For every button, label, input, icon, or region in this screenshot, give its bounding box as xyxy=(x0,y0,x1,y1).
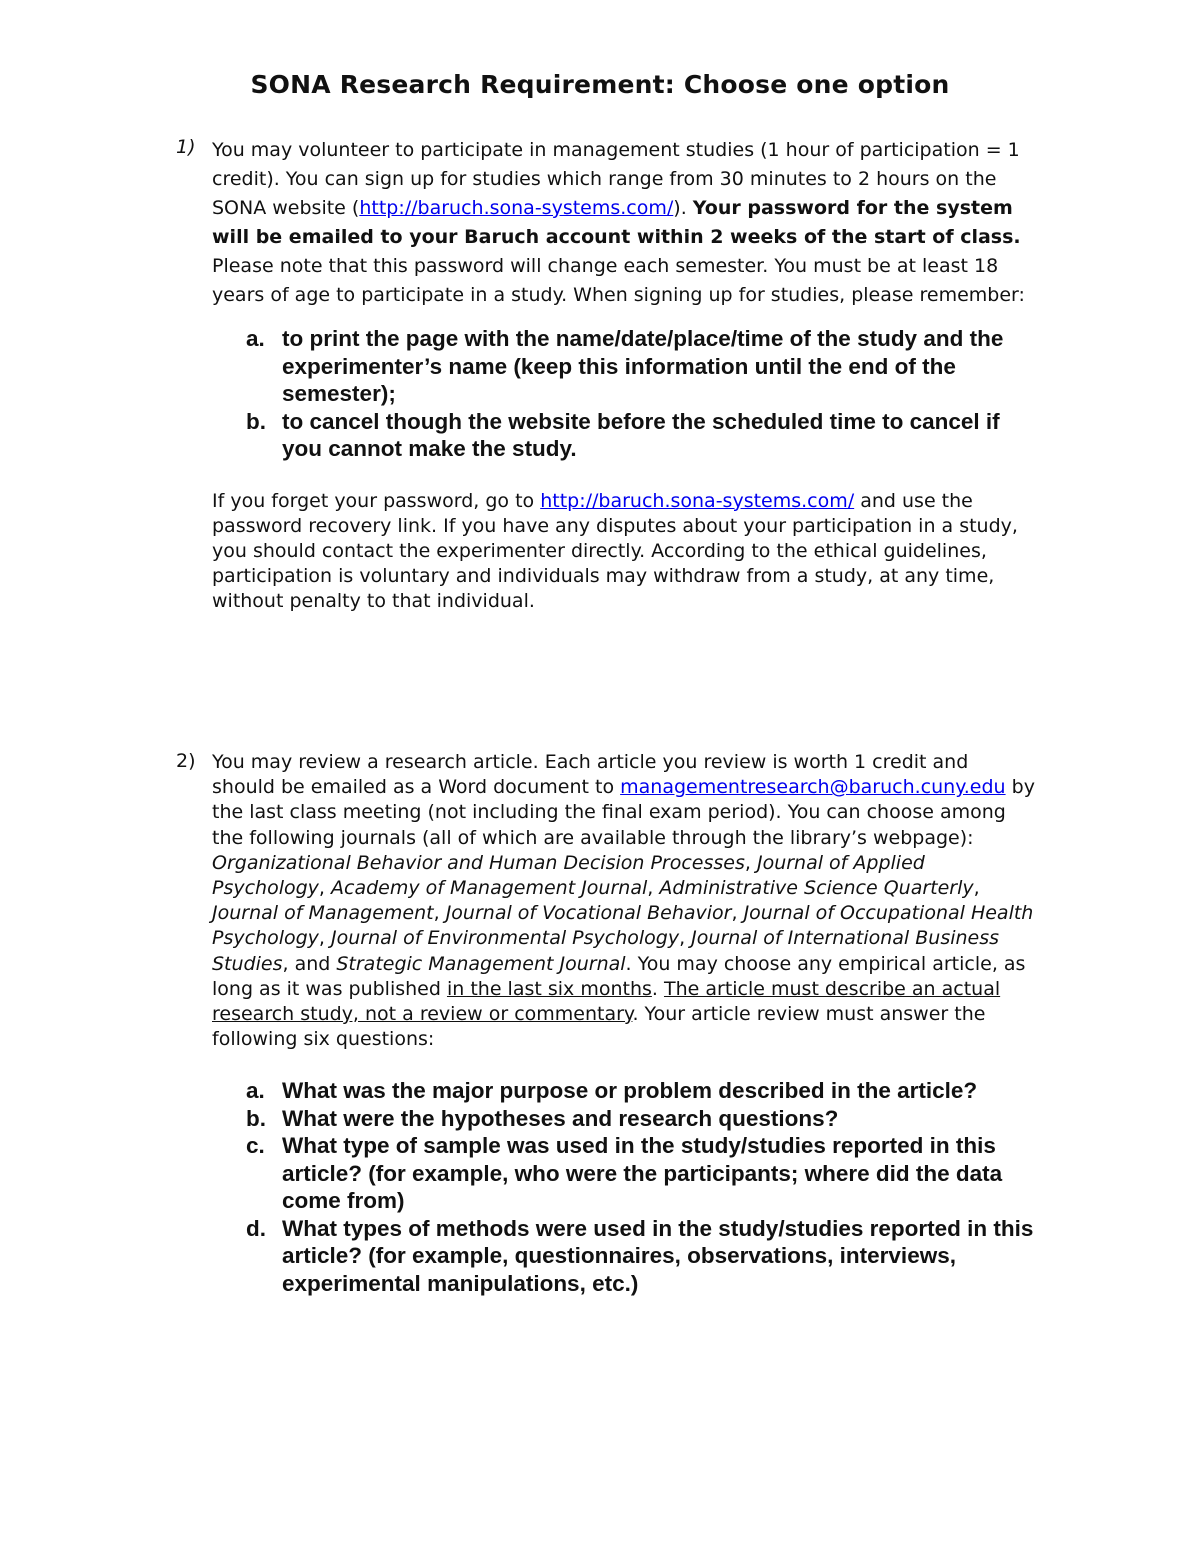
list-item: b. What were the hypotheses and research questions? xyxy=(246,1105,839,1131)
page-title: SONA Research Requirement: Choose one option xyxy=(250,70,950,99)
option-1 xyxy=(176,136,1036,615)
sona-website-link[interactable]: http://baruch.sona-systems.com/ xyxy=(359,197,674,219)
option-2-number: 2) xyxy=(176,750,196,772)
password-notice: Your password for the system will be emailed to your Baruch account within 2 weeks of the start of class. xyxy=(212,197,1021,248)
review-questions-list xyxy=(246,1077,1036,1297)
list-item: b. to cancel though the website before the scheduled time to cancel if you cannot make the study. xyxy=(246,408,1000,461)
password-recovery-paragraph: If you forget your password, go to http://baruch.sona-systems.com/ and use the password recovery link. If you have any disputes about your participation in a study, you should contact the experimenter directly. According to the ethical guidelines, participation is voluntary and individuals may withdraw from a study, at any time, without penalty to that individual. xyxy=(212,489,1018,613)
option-2 xyxy=(176,750,1036,1297)
list-item: d. What types of methods were used in the study/studies reported in this article? (for example, questionnaires, observations, interviews, experimental manipulations, etc.) xyxy=(246,1215,1034,1296)
option-1-paragraph: You may volunteer to participate in management studies (1 hour of participation = 1 credit). You can sign up for studies which range from 30 minutes to 2 hours on the SONA website (http://baruch.sona-systems.com/). Your password for the system will be emailed to your Baruch account within 2 weeks of the start of class. Please note that this password will change each semester. You must be at least 18 years of age to participate in a study. When signing up for studies, please remember: xyxy=(212,139,1025,306)
sona-recovery-link[interactable]: http://baruch.sona-systems.com/ xyxy=(540,489,855,512)
list-item: c. What type of sample was used in the study/studies reported in this article? (for example, who were the participants; where did the data come from) xyxy=(246,1133,1003,1214)
list-item: a. What was the major purpose or problem described in the article? xyxy=(246,1078,978,1104)
option-2-paragraph: You may review a research article. Each article you review is worth 1 credit and should be emailed as a Word document to managementresearch@baruch.cuny.edu by the last class meeting (not including the final exam period). You can choose among the following journals (all of which are available through the library’s webpage): Organizational Behavior and Human Decision Processes, Journal of Applied Psychology, Academy of Management Journal, Administrative Science Quarterly, Journal of Management, Journal of Vocational Behavior, Journal of Occupational Health Psychology, Journal of Environmental Psychology, Journal of International Business Studies, and Strategic Management Journal. You may choose any empirical article, as long as it was published in the last six months. The article must describe an actual research study, not a review or commentary. Your article review must answer the following six questions: xyxy=(212,751,1035,1051)
list-item: a. to print the page with the name/date/place/time of the study and the experimenter’s name (keep this information until the end of the semester); xyxy=(246,326,1004,406)
reminder-list xyxy=(246,325,1036,463)
email-link[interactable]: managementresearch@baruch.cuny.edu xyxy=(620,776,1006,799)
option-1-number: 1) xyxy=(176,136,196,158)
